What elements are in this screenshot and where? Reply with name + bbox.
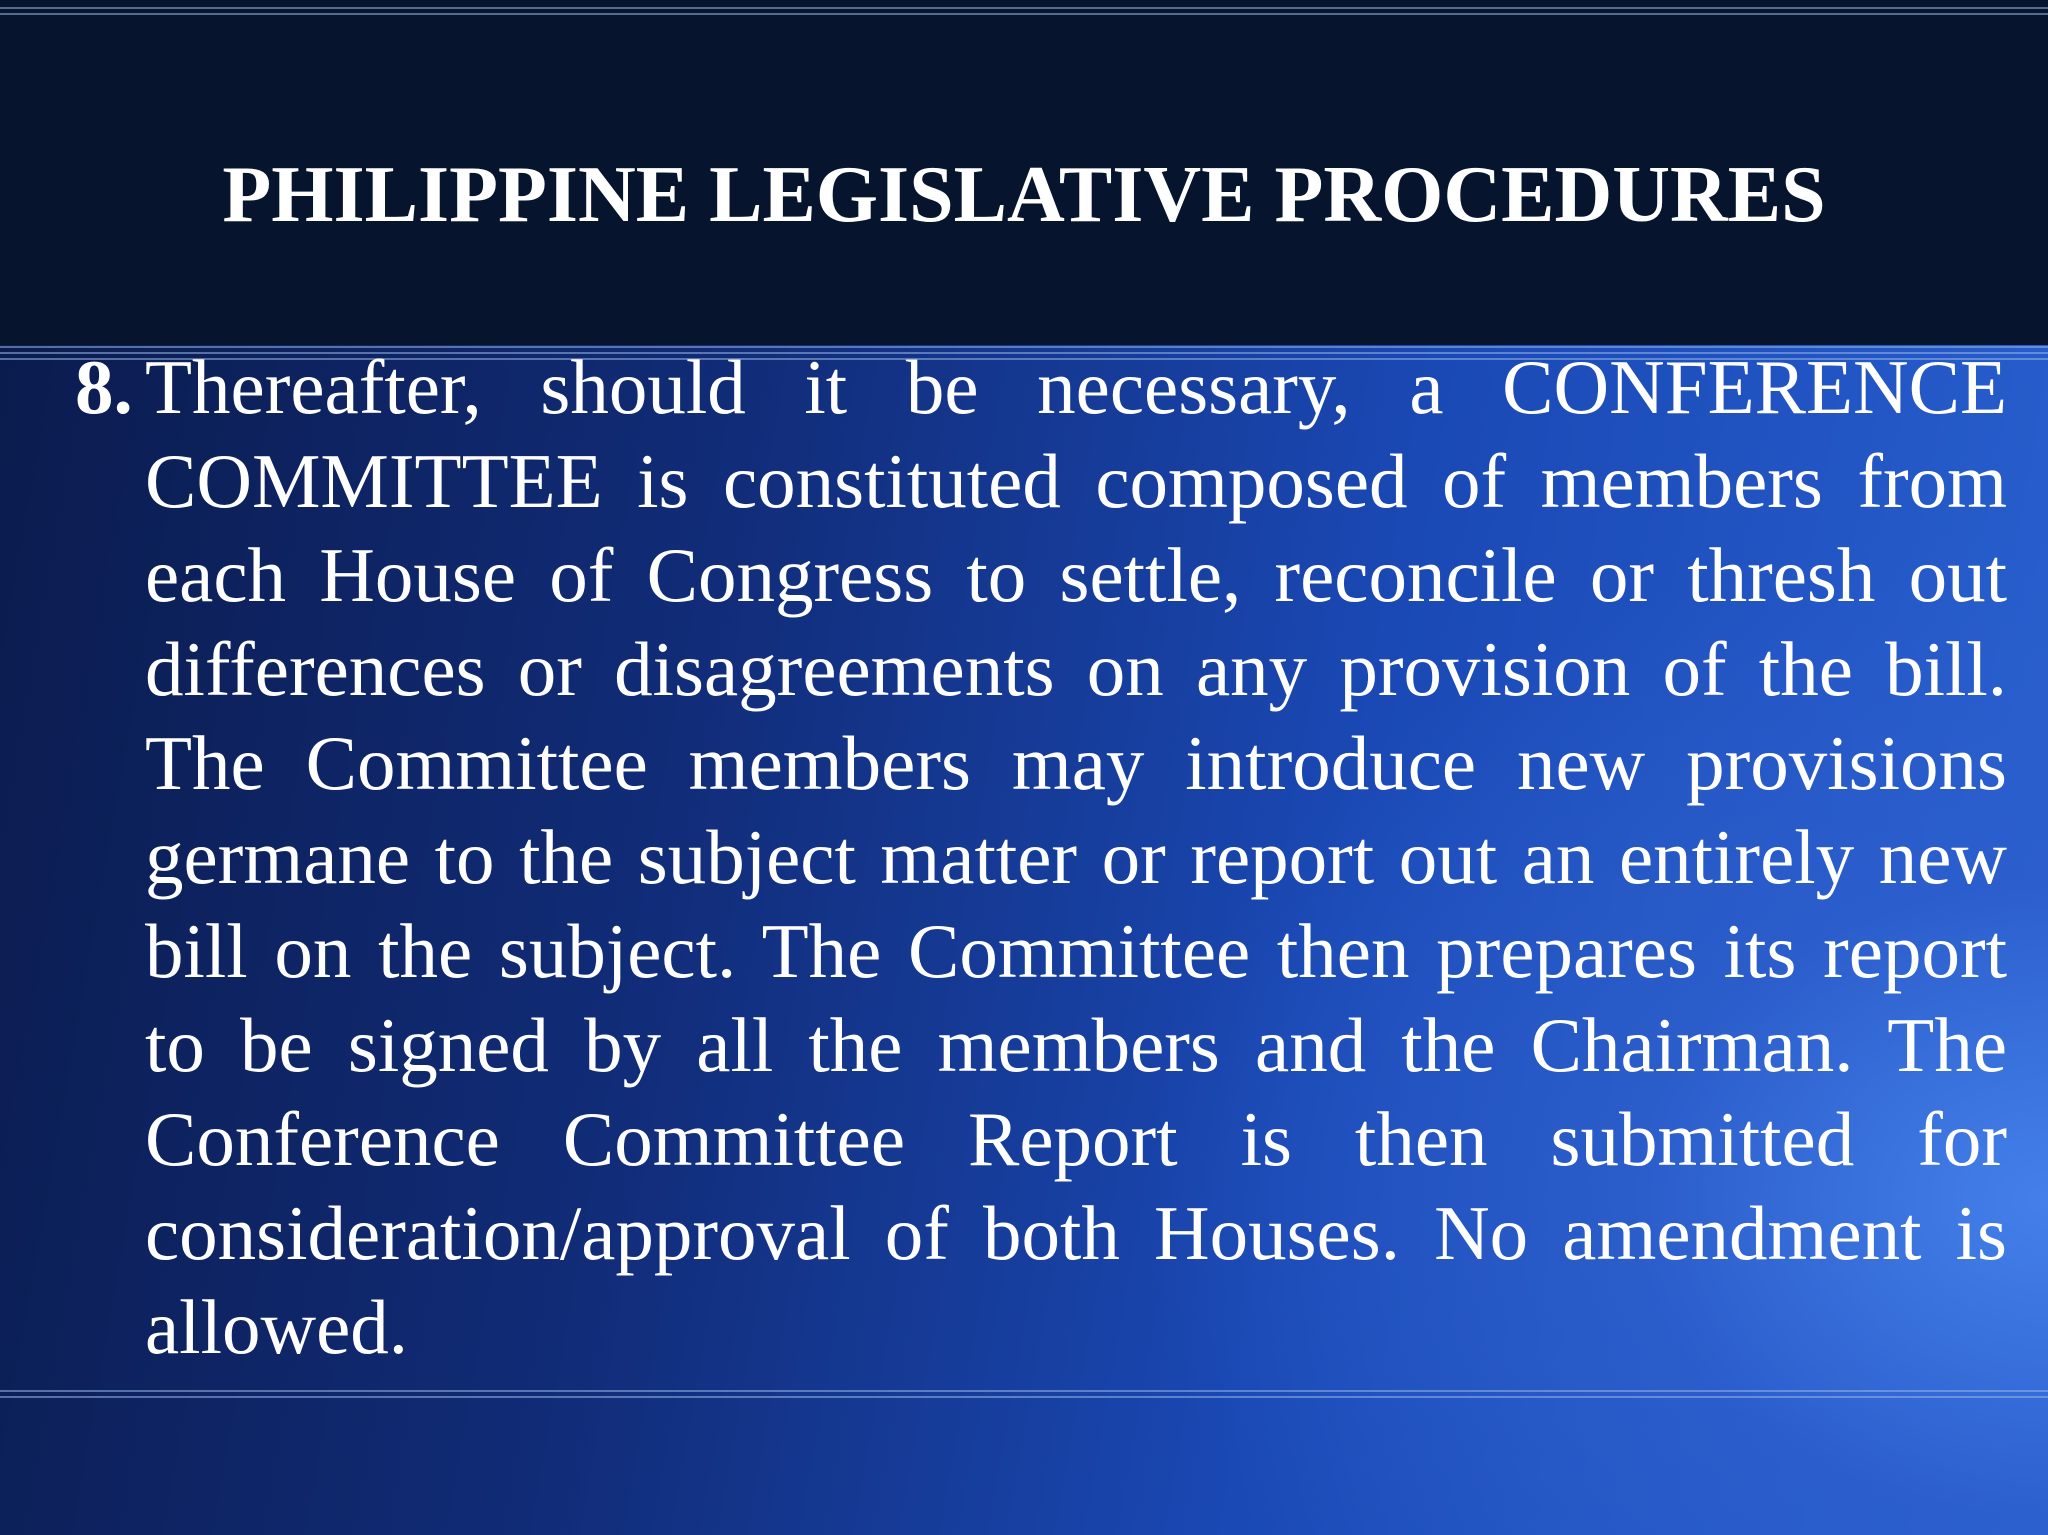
decorative-line-bottom-2 [0,1396,2048,1398]
item-text: Thereafter, should it be necessary, a CONFERENCE COMMITTEE is constituted composed of members from each House of Congress to settle, reconcile or thresh out differences or disagreements on any provision of the bill. The Committee members may introduce new provisions germane to the subject matter or report out an entirely new bill on the subject. The Committee then prepares its report to be signed by all the members and the Chairman. The Conference Committee Report is then submitted for consideration/approval of both Houses. No amendment is allowed. [145,344,2007,1370]
item-number: 8. [75,344,133,430]
slide-body [75,340,2007,1374]
slide-title: PHILIPPINE LEGISLATIVE PROCEDURES [222,151,1826,239]
decorative-line-top-1 [0,7,2048,9]
decorative-line-top-2 [0,13,2048,15]
decorative-line-bottom-1 [0,1390,2048,1392]
